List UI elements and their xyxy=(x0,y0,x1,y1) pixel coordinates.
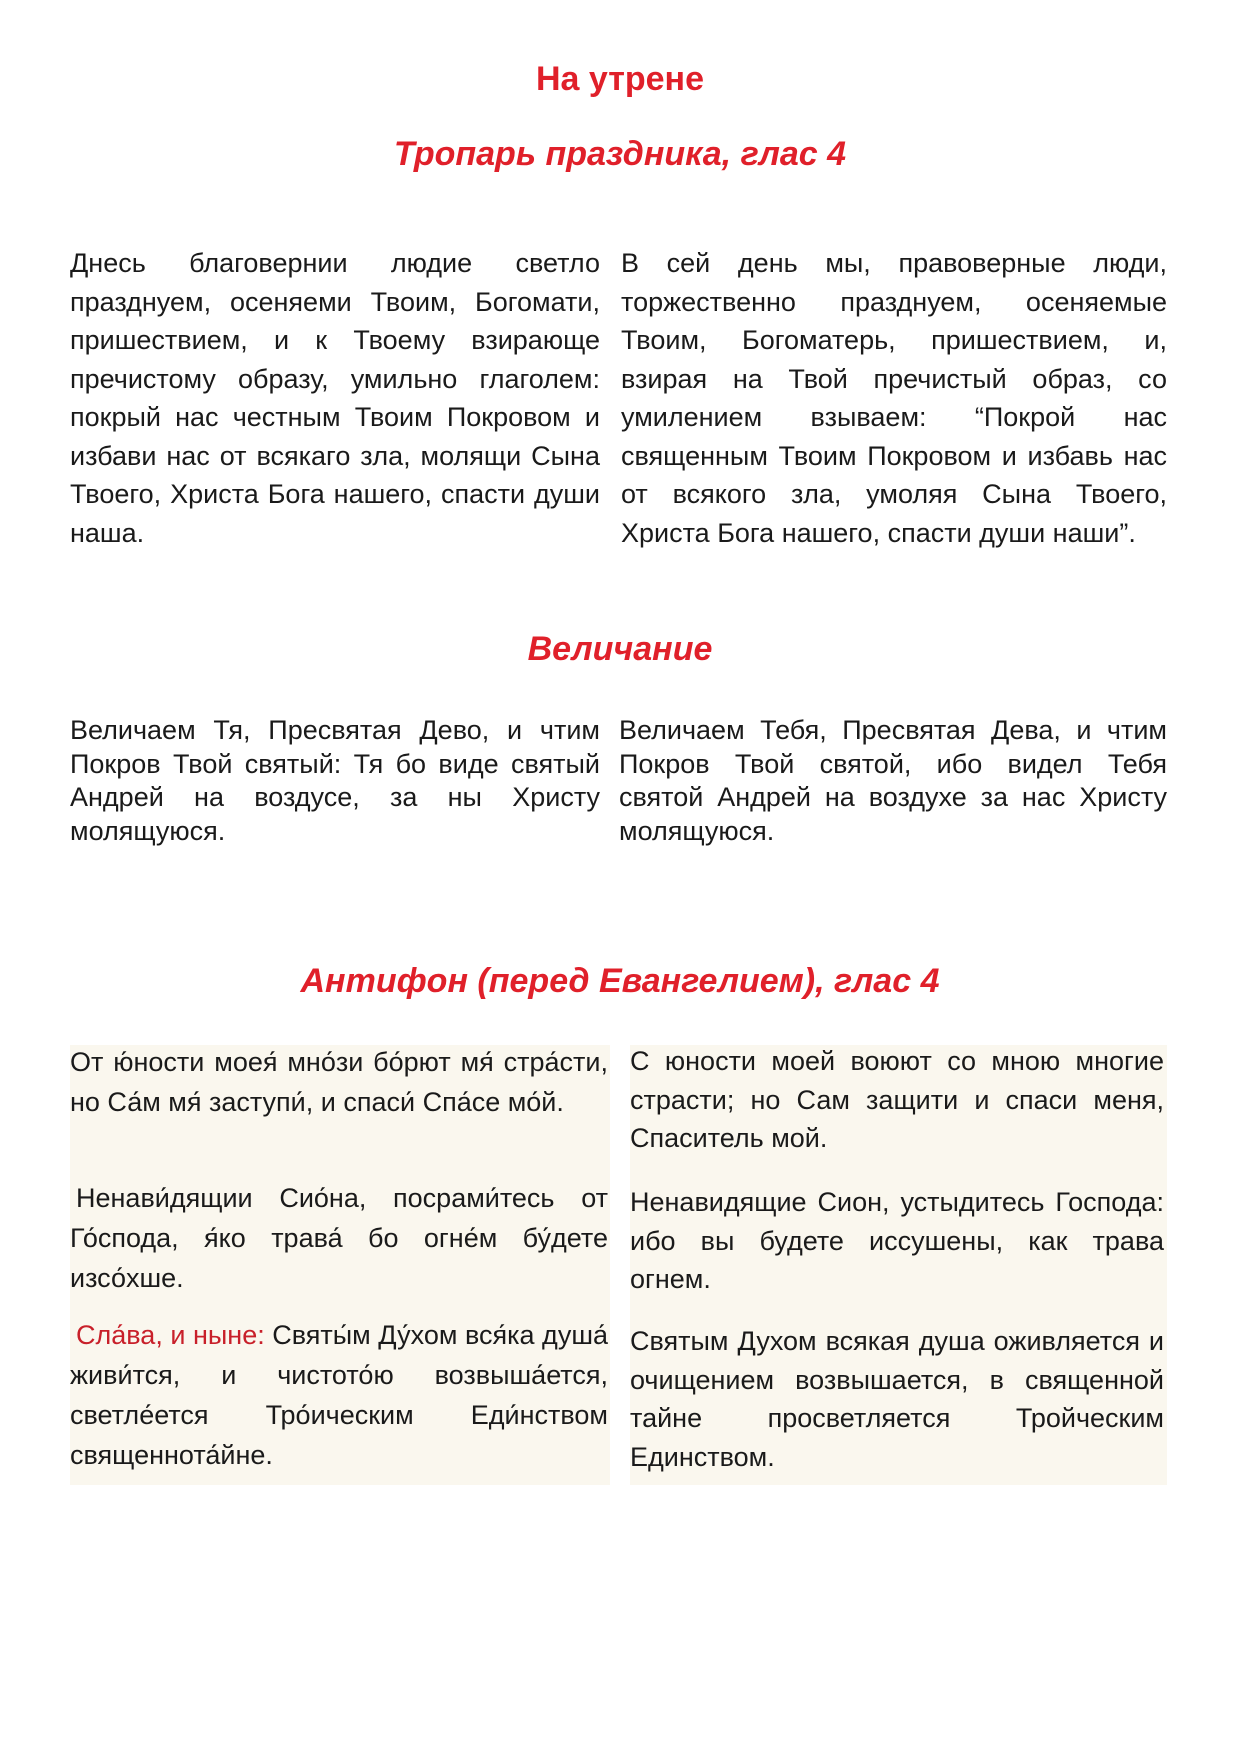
antiphon-verse-3-slavonic-text: Святы́м Ду́хом вся́ка душа́ живи́тся, и чистото́ю возвыша́ется, светле́ется Тро́ическим Еди́нством священнота́йне. xyxy=(70,1320,608,1470)
magnification-heading: Величание xyxy=(527,630,713,668)
antiphon-verse-2-russian: Ненавидящие Сион, устыдитесь Господа: ибо вы будете иссушены, как трава огнем. xyxy=(630,1187,1164,1294)
glory-rubric: Сла́ва, и ныне: xyxy=(76,1320,265,1350)
antiphon-heading: Антифон (перед Евангелием), глас 4 xyxy=(300,962,940,1000)
troparion-heading: Тропарь праздника, глас 4 xyxy=(393,135,847,173)
troparion-russian: В сей день мы, правоверные люди, торжественно празднуем, осеняемые Твоим, Богоматерь, пришествием, и, взирая на Твой пречистый образ, со умилением взываем: “Покрой нас священным Твоим Покровом и избавь нас от всякого зла, умоляя Сына Твоего, Христа Бога нашего, спасти души наши”. xyxy=(621,248,1167,548)
antiphon-verse-3-russian: Святым Духом всякая душа оживляется и очищением возвышается, в священной тайне просветляется Тройческим Единством. xyxy=(630,1326,1164,1472)
antiphon-verse-3-slavonic xyxy=(70,1315,608,1475)
antiphon-verse-1-russian: С юности моей воюют со мною многие страсти; но Сам защити и спаси меня, Спаситель мой. xyxy=(630,1046,1164,1153)
magnification-russian: Величаем Тебя, Пресвятая Дева, и чтим Покров Твой святой, ибо видел Тебя святой Андрей на воздухе за нас Христу молящуюся. xyxy=(619,715,1167,846)
page-title: На утрене xyxy=(535,60,704,98)
troparion-church-slavonic: Днесь благовернии людие светло празднуем, осеняеми Твоим, Богомати, пришествием, и к Твоему взирающе пречистому образу, умильно глаголем: покрый нас честным Твоим Покровом и избави нас от всякаго зла, молящи Сына Твоего, Христа Бога нашего, спасти души наша. xyxy=(70,248,600,548)
magnification-church-slavonic: Величаем Тя, Пресвятая Дево, и чтим Покров Твой святый: Тя бо виде святый Андрей на воздусе, за ны Христу молящуюся. xyxy=(70,715,600,846)
antiphon-verse-2-slavonic: Ненави́дящии Сио́на, посрами́тесь от Го́спода, я́ко трава́ бо огне́м бу́дете изсо́хше. xyxy=(70,1183,608,1293)
antiphon-verse-1-slavonic: От ю́ности моея́ мно́зи бо́рют мя́ стра́сти, но Са́м мя́ заступи́, и спаси́ Спа́се мо́й. xyxy=(70,1047,608,1117)
